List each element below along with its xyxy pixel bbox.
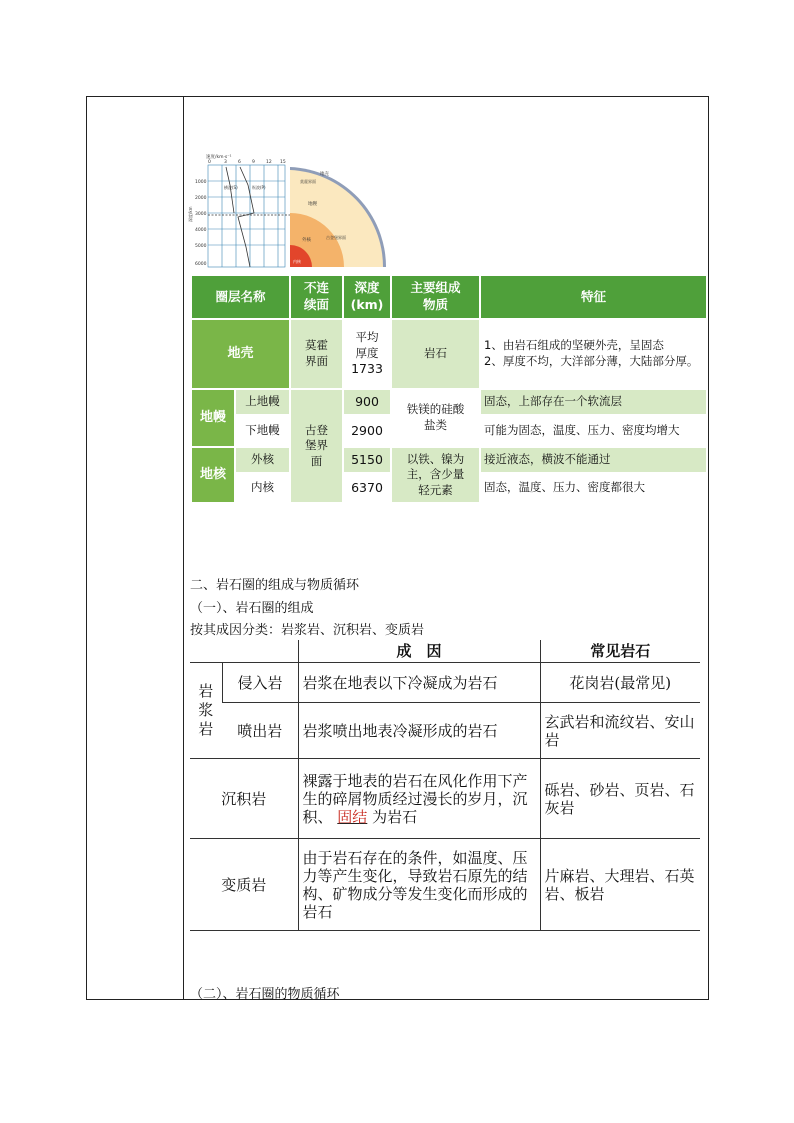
subheading-composition: （一）、岩石圈的组成 [190, 601, 314, 616]
crust-name: 地壳 [192, 320, 289, 388]
sedimentary-cause-fill: 固结 [337, 807, 368, 826]
rock-type-table [190, 640, 700, 931]
sedimentary-cause [298, 759, 540, 839]
sedimentary-rock: 沉积岩 [190, 759, 298, 839]
depth-tick: 3000 [195, 212, 207, 217]
intrusive-rock: 侵入岩 [222, 663, 298, 703]
moho-label: 莫霍界面 [300, 179, 316, 184]
upper-mantle-depth: 900 [344, 390, 390, 414]
inner-core: 内核 [236, 474, 289, 502]
extrusive-rock: 喷出岩 [222, 703, 298, 759]
intrusive-cause: 岩浆在地表以下冷凝成为岩石 [298, 663, 540, 703]
crust-material: 岩石 [392, 320, 479, 388]
header-material: 主要组成 物质 [392, 276, 479, 318]
speed-axis-label: 速度/km·s⁻¹ [206, 155, 232, 160]
mantle-label: 地幔 [308, 202, 317, 207]
column-divider [183, 97, 184, 999]
crust-depth: 平均 厚度 1733 [344, 320, 390, 388]
crust-discontinuity: 莫霍 界面 [291, 320, 342, 388]
gutenberg-discontinuity: 古登 堡界 面 [291, 390, 342, 502]
extrusive-common: 玄武岩和流纹岩、安山岩 [540, 703, 700, 759]
metamorphic-common: 片麻岩、大理岩、石英岩、板岩 [540, 839, 700, 931]
speed-tick: 9 [252, 160, 255, 165]
upper-mantle: 上地幔 [236, 390, 289, 414]
classification-text: 按其成因分类：岩浆岩、沉积岩、变质岩 [190, 623, 425, 638]
speed-tick: 15 [280, 160, 286, 165]
depth-tick: 2000 [195, 196, 207, 201]
inner-core-depth: 6370 [344, 474, 390, 502]
metamorphic-cause: 由于岩石存在的条件，如温度、压力等产生变化，导致岩石原先的结构、矿物成分等发生变化而形成的岩石 [298, 839, 540, 931]
extrusive-cause: 岩浆喷出地表冷凝形成的岩石 [298, 703, 540, 759]
wave-s-label: 横波(S) [224, 185, 238, 190]
header-cause: 成 因 [298, 640, 540, 663]
earth-structure-diagram [190, 155, 365, 270]
core-name: 地核 [192, 448, 234, 502]
core-material: 以铁、镍为 主，含少量 轻元素 [392, 448, 479, 502]
section-heading-2: 二、岩石圈的组成与物质循环 [190, 578, 360, 593]
gutenberg-label: 古登堡界面 [326, 235, 346, 240]
depth-tick: 5000 [195, 244, 207, 249]
header-discontinuity: 不连 续面 [291, 276, 342, 318]
inner-core-label: 内核 [293, 259, 301, 264]
sedimentary-cause-text: 裸露于地表的岩石在风化作用下产生的碎屑物质经过漫长的岁月，沉积、 [302, 771, 528, 826]
outer-core-label: 外核 [302, 238, 311, 243]
speed-tick: 6 [238, 160, 241, 165]
intrusive-common: 花岗岩(最常见) [540, 663, 700, 703]
upper-mantle-feature: 固态，上部存在一个软流层 [481, 390, 706, 414]
sedimentary-cause-end: 为岩石 [372, 807, 418, 826]
depth-axis-label: 深度/km [188, 206, 193, 222]
header-depth: 深度 (km) [344, 276, 390, 318]
speed-tick: 0 [208, 160, 211, 165]
crust-feature: 1、由岩石组成的坚硬外壳，呈固态 2、厚度不均，大洋部分薄，大陆部分厚。 [481, 320, 706, 388]
depth-tick: 6000 [195, 262, 207, 267]
crust-label: 地壳 [320, 172, 329, 177]
mantle-material: 铁镁的硅酸 盐类 [392, 390, 479, 446]
outer-core-feature: 接近液态，横波不能通过 [481, 448, 706, 472]
header-common-rocks: 常见岩石 [540, 640, 700, 663]
mantle-name: 地幔 [192, 390, 234, 446]
speed-tick: 12 [266, 160, 272, 165]
header-blank [190, 640, 298, 663]
lower-mantle-feature: 可能为固态，温度、压力、密度均增大 [481, 416, 706, 446]
depth-tick: 1000 [195, 180, 207, 185]
wave-p-label: 纵波(P) [252, 185, 266, 190]
outer-core-depth: 5150 [344, 448, 390, 472]
speed-tick: 3 [224, 160, 227, 165]
inner-core-feature: 固态，温度、压力、密度都很大 [481, 474, 706, 502]
sedimentary-common: 砾岩、砂岩、页岩、石灰岩 [540, 759, 700, 839]
depth-tick: 4000 [195, 228, 207, 233]
metamorphic-rock: 变质岩 [190, 839, 298, 931]
header-layer-name: 圈层名称 [192, 276, 289, 318]
lower-mantle-depth: 2900 [344, 416, 390, 446]
subheading-cycle: （二）、岩石圈的物质循环 [190, 987, 340, 1002]
magmatic-rock: 岩 浆 岩 [190, 663, 222, 759]
outer-core: 外核 [236, 448, 289, 472]
earth-layer-table [190, 274, 708, 504]
header-feature: 特征 [481, 276, 706, 318]
lower-mantle: 下地幔 [236, 416, 289, 446]
